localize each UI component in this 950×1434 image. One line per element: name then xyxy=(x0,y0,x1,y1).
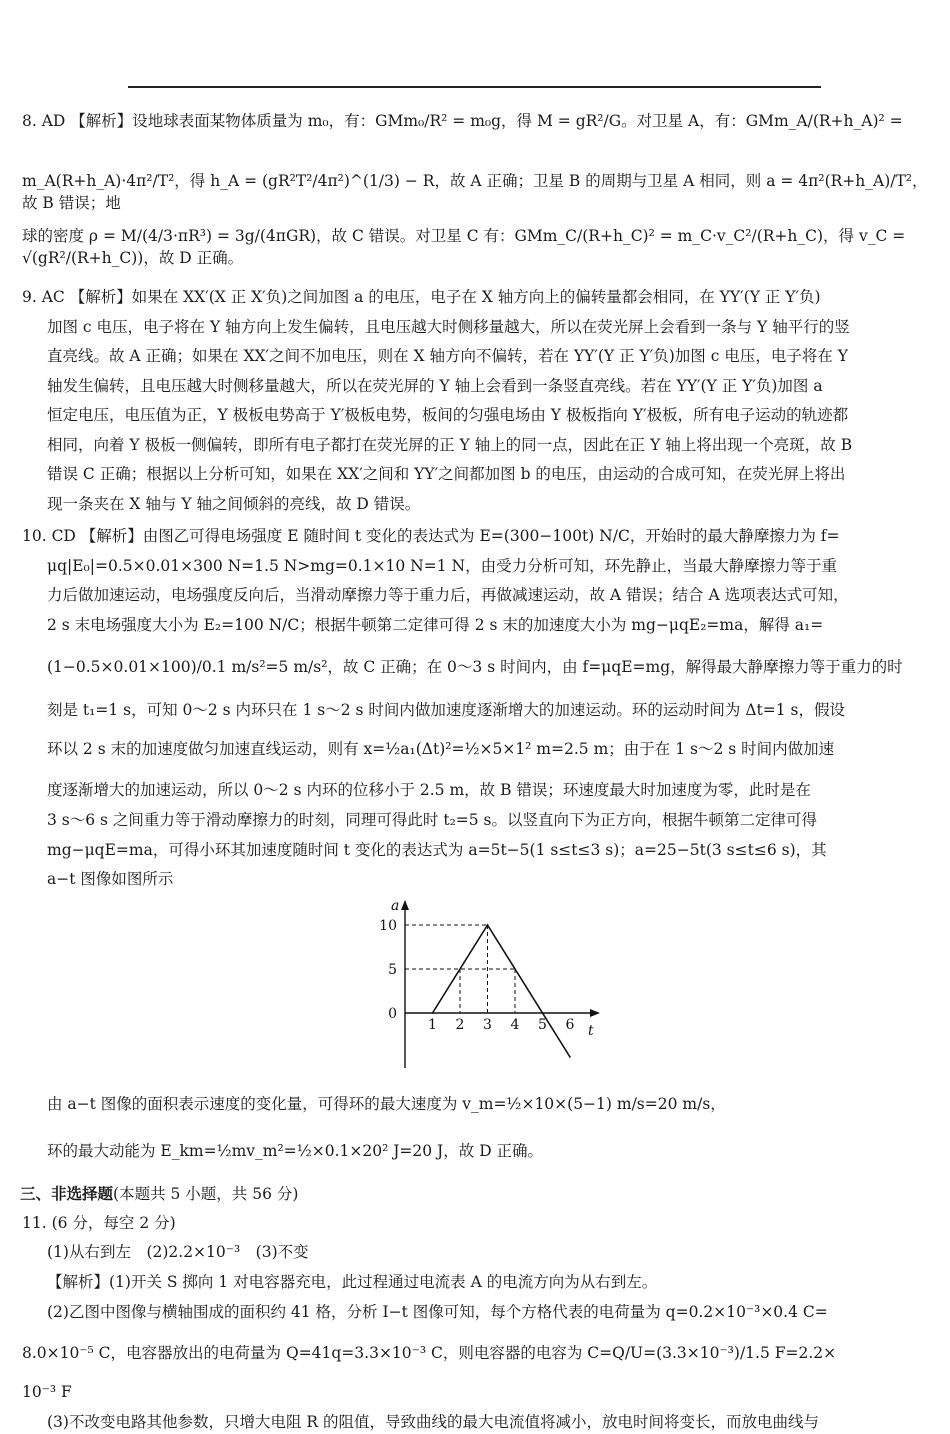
series-point xyxy=(487,924,489,926)
q9-line: 9. AC 【解析】如果在 XX′(X 正 X′负)之间加图 a 的电压，电子在 X 轴方向上的偏转量都会相同，在 YY′(Y 正 Y′负) xyxy=(22,288,821,306)
q8-line-3: 球的密度 ρ = M/(4/3·πR³) = 3g/(4πGR)，故 C 错误。对卫星 C 有：GMm_C/(R+h_C)² = m_C·v_C²/(R+h_C)，得 v_C = √(gR²/(R+h_C))，故 D 正确。 xyxy=(22,227,911,267)
q10-line: 2 s 末电场强度大小为 E₂=100 N/C；根据牛顿第二定律可得 2 s 末的加速度大小为 mg−μqE₂=ma，解得 a₁= xyxy=(47,616,824,634)
x-axis-label: t xyxy=(588,1023,594,1039)
q11-header: 11. (6 分，每空 2 分) xyxy=(22,1214,176,1232)
y-tick-label: 10 xyxy=(379,918,397,934)
section-3-title: 三、非选择题 xyxy=(20,1184,114,1203)
a-t-graph xyxy=(370,896,610,1076)
q11-answers: (1)从右到左 (2)2.2×10⁻³ (3)不变 xyxy=(47,1243,309,1261)
section-3-heading xyxy=(20,1182,298,1204)
y-axis-label: a xyxy=(391,898,400,914)
graph-labels xyxy=(379,898,594,1039)
x-tick-label: 1 xyxy=(428,1017,437,1033)
q10-after-1: 由 a−t 图像的面积表示速度的变化量，可得环的最大速度为 v_m=½×10×(5−1) m/s=20 m/s， xyxy=(47,1095,726,1113)
y-tick-label: 5 xyxy=(388,962,397,978)
series-point xyxy=(432,1012,434,1014)
q11-analysis-3: 8.0×10⁻⁵ C，电容器放出的电荷量为 Q=41q=3.3×10⁻³ C，则电容器的电容为 C=Q/U=(3.3×10⁻³)/1.5 F=2.2× xyxy=(22,1344,837,1362)
q8-line-2: m_A(R+h_A)·4π²/T²，得 h_A = (gR²T²/4π²)^(1/3) − R，故 A 正确；卫星 B 的周期与卫星 A 相同，则 a = 4π²(R+h_A)/T²，故 B 错误；地 xyxy=(22,172,928,212)
x-tick-label: 2 xyxy=(455,1017,465,1033)
x-tick-label: 3 xyxy=(483,1017,492,1033)
x-tick-label: 5 xyxy=(538,1017,547,1033)
q11-analysis-5: (3)不改变电路其他参数，只增大电阻 R 的阻值，导致曲线的最大电流值将减小，放电时间将变长，而放电曲线与 xyxy=(47,1413,819,1431)
q10-line: 10. CD 【解析】由图乙可得电场强度 E 随时间 t 变化的表达式为 E=(300−100t) N/C，开始时的最大静摩擦力为 f= xyxy=(22,527,840,545)
top-rule xyxy=(128,86,821,88)
q9-line: 相同，向着 Y 极板一侧偏转，即所有电子都打在荧光屏的正 Y 轴上的同一点，因此在正 Y 轴上将出现一个亮斑，故 B xyxy=(47,436,853,454)
q10-line: a−t 图像如图所示 xyxy=(47,870,174,888)
x-axis-arrow xyxy=(590,1009,600,1017)
section-3-note: (本题共 5 小题，共 56 分) xyxy=(113,1185,299,1203)
series-line xyxy=(433,925,571,1057)
q11-analysis-1: 【解析】(1)开关 S 掷向 1 对电容器充电，此过程通过电流表 A 的电流方向为从右到左。 xyxy=(47,1273,658,1291)
graph-guides xyxy=(405,925,570,1013)
q10-line: 环以 2 s 末的加速度做匀加速直线运动，则有 x=½a₁(Δt)²=½×5×1² m=2.5 m；由于在 1 s～2 s 时间内做加速 xyxy=(47,740,835,758)
graph-axes xyxy=(401,900,600,1068)
q10-line: 力后做加速运动，电场强度反向后，当滑动摩擦力等于重力后，再做减速运动，故 A 错误；结合 A 选项表达式可知， xyxy=(47,586,849,604)
q8-line-1: 8. AD 【解析】设地球表面某物体质量为 m₀，有：GMm₀/R² = m₀g，得 M = gR²/G。对卫星 A，有：GMm_A/(R+h_A)² = xyxy=(22,112,903,130)
q10-line: μq|E₀|=0.5×0.01×300 N=1.5 N>mg=0.1×10 N=1 N，由受力分析可知，环先静止，当最大静摩擦力等于重 xyxy=(47,557,838,575)
q9-line: 轴发生偏转，且电压越大时侧移量越大，所以在荧光屏的 Y 轴上会看到一条竖直亮线。若在 YY′(Y 正 Y′负)加图 a xyxy=(47,377,823,395)
q10-line: 刻是 t₁=1 s，可知 0～2 s 内环只在 1 s～2 s 时间内做加速度逐渐增大的加速运动。环的运动时间为 Δt=1 s，假设 xyxy=(47,701,845,719)
q11-analysis-4: 10⁻³ F xyxy=(22,1383,72,1401)
series-point xyxy=(569,1056,571,1058)
q10-line: mg−μqE=ma，可得小环其加速度随时间 t 变化的表达式为 a=5t−5(1 s≤t≤3 s)；a=25−5t(3 s≤t≤6 s)，其 xyxy=(47,841,827,859)
graph-line xyxy=(432,924,571,1058)
q9-line: 现一条夹在 X 轴与 Y 轴之间倾斜的亮线，故 D 错误。 xyxy=(47,495,421,513)
q9-line: 错误 C 正确；根据以上分析可知，如果在 XX′之间和 YY′之间都加图 b 的电压，由运动的合成可知，在荧光屏上将出 xyxy=(47,465,846,483)
q10-after-2: 环的最大动能为 E_km=½mv_m²=½×0.1×20² J=20 J，故 D 正确。 xyxy=(47,1142,544,1160)
q10-line: (1−0.5×0.01×100)/0.1 m/s²=5 m/s²，故 C 正确；在 0～3 s 时间内，由 f=μqE=mg，解得最大静摩擦力等于重力的时 xyxy=(47,658,903,676)
q9-line: 直亮线。故 A 正确；如果在 XX′之间不加电压，则在 X 轴方向不偏转，若在 YY′(Y 正 Y′负)加图 c 电压，电子将在 Y xyxy=(47,347,848,365)
x-tick-label: 6 xyxy=(565,1017,575,1033)
y-tick-label: 0 xyxy=(388,1006,397,1022)
x-tick-label: 4 xyxy=(510,1017,520,1033)
q11-analysis-2: (2)乙图中图像与横轴围成的面积约 41 格，分析 I−t 图像可知，每个方格代表的电荷量为 q=0.2×10⁻³×0.4 C= xyxy=(47,1303,828,1321)
q10-line: 3 s～6 s 之间重力等于滑动摩擦力的时刻，同理可得此时 t₂=5 s。以竖直向下为正方向，根据牛顿第二定律可得 xyxy=(47,811,818,829)
q9-line: 加图 c 电压，电子将在 Y 轴方向上发生偏转，且电压越大时侧移量越大，所以在荧光屏上会看到一条与 Y 轴平行的竖 xyxy=(47,318,850,336)
q9-line: 恒定电压，电压值为正，Y 极板电势高于 Y′极板电势，板间的匀强电场由 Y 极板指向 Y′极板，所有电子运动的轨迹都 xyxy=(47,406,849,424)
q10-line: 度逐渐增大的加速运动，所以 0～2 s 内环的位移小于 2.5 m，故 B 错误；环速度最大时加速度为零，此时是在 xyxy=(47,781,811,799)
y-axis-arrow xyxy=(401,900,409,910)
